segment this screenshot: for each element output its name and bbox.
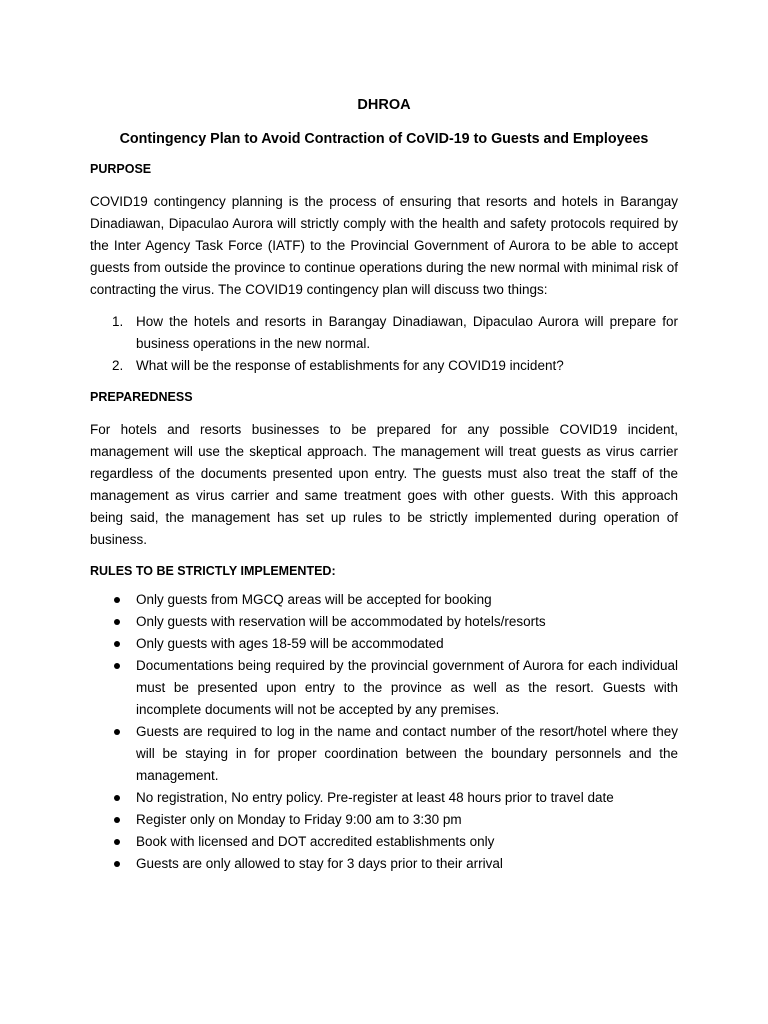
rule-text: Only guests from MGCQ areas will be accepted for booking [136,592,492,607]
rules-heading: RULES TO BE STRICTLY IMPLEMENTED: [90,564,336,578]
rule-text: No registration, No entry policy. Pre-register at least 48 hours prior to travel date [136,790,614,805]
rule-list-item [90,853,678,875]
bullet-icon [114,597,120,603]
purpose-numbered-list [90,311,678,377]
rule-list-item [90,633,678,655]
list-item-text: How the hotels and resorts in Barangay Dinadiawan, Dipaculao Aurora will prepare for business operations in the new normal. [136,314,678,351]
rules-bullet-list [90,589,678,875]
rule-list-item [90,809,678,831]
list-number: 2. [112,358,124,373]
rule-list-item [90,787,678,809]
rule-text: Book with licensed and DOT accredited establishments only [136,834,495,849]
list-item-text: What will be the response of establishments for any COVID19 incident? [136,358,564,373]
preparedness-paragraph: For hotels and resorts businesses to be prepared for any possible COVID19 incident, management will use the skeptical approach. The management will treat guests as virus carrier regardless of the documents presented upon entry. The guests must also treat the staff of the management as virus carrier and same treatment goes with other guests. With this approach being said, the management has set up rules to be strictly implemented during operation of business. [90,422,678,547]
rule-text: Guests are required to log in the name and contact number of the resort/hotel where they will be staying in for proper coordination between the boundary personnels and the management. [136,724,678,783]
rule-text: Documentations being required by the provincial government of Aurora for each individual must be presented upon entry to the province as well as the resort. Guests with incomplete documents will not be accepted by any premises. [136,658,678,717]
bullet-icon [114,619,120,625]
numbered-list-item [90,311,678,355]
purpose-paragraph: COVID19 contingency planning is the process of ensuring that resorts and hotels in Barangay Dinadiawan, Dipaculao Aurora will strictly comply with the health and safety protocols required by the Inter Agency Task Force (IATF) to the Provincial Government of Aurora to be able to accept guests from outside the province to continue operations during the new normal with minimal risk of contracting the virus. The COVID19 contingency plan will discuss two things: [90,194,678,297]
bullet-icon [114,795,120,801]
preparedness-heading: PREPAREDNESS [90,390,193,404]
bullet-icon [114,861,120,867]
rule-list-item [90,589,678,611]
bullet-icon [114,729,120,735]
numbered-list-item [90,355,678,377]
rule-list-item [90,655,678,721]
bullet-icon [114,839,120,845]
rule-list-item [90,611,678,633]
bullet-icon [114,641,120,647]
rule-list-item [90,831,678,853]
rule-text: Guests are only allowed to stay for 3 days prior to their arrival [136,856,503,871]
document-subtitle: Contingency Plan to Avoid Contraction of CoVID-19 to Guests and Employees [119,131,649,147]
list-number: 1. [112,314,124,329]
bullet-icon [114,663,120,669]
purpose-heading: PURPOSE [90,162,152,176]
document-title: DHROA [357,97,411,113]
rule-text: Only guests with reservation will be accommodated by hotels/resorts [136,614,546,629]
rule-text: Only guests with ages 18-59 will be accommodated [136,636,444,651]
bullet-icon [114,817,120,823]
rule-text: Register only on Monday to Friday 9:00 am to 3:30 pm [136,812,462,827]
rule-list-item [90,721,678,787]
